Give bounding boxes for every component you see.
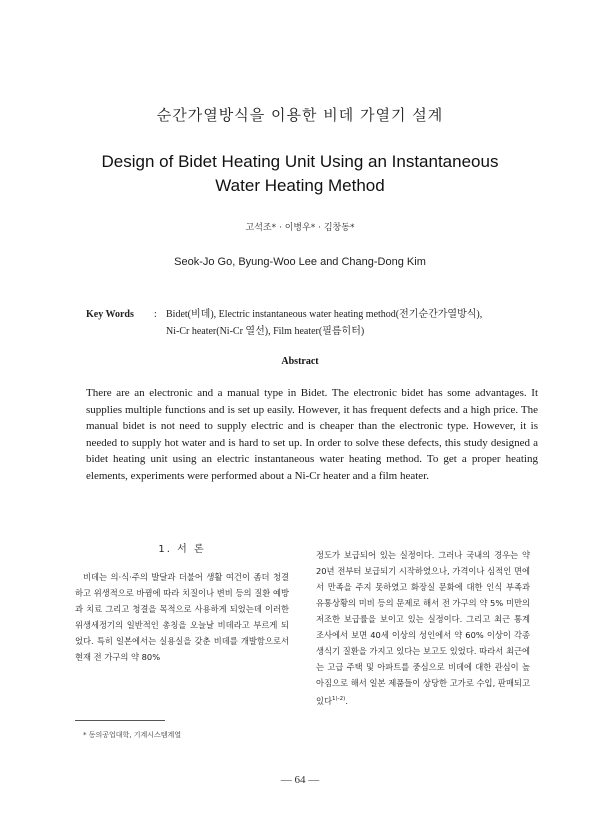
citation-reference: 1)-2)	[332, 696, 346, 702]
abstract-heading: Abstract	[281, 356, 319, 367]
abstract-text: There are an electronic and a manual type in Bidet. The electronic bidet has some advantages. It supplies multiple functions and is set up easily. However, it has frequent defects and a high price. The manual bidet is not need to supply electric and is cheaper than the electronic type. However, it is needed to supply hot water and is hard to set up. In order to solve these defects, this study designed a bidet heating unit using an electric instantaneous water heating method. To get a proper heating elements, experiments were performed about a Ni-Cr heater and a film heater.	[86, 387, 538, 482]
authors-english: Seok-Jo Go, Byung-Woo Lee and Chang-Dong Kim	[174, 256, 426, 268]
title-english	[0, 150, 600, 198]
keywords-line-2: Ni-Cr heater(Ni-Cr 열선), Film heater(필름히터)	[166, 326, 365, 337]
right-column	[316, 547, 530, 709]
introduction-text-right-body: 정도가 보급되어 있는 실정이다. 그러나 국내의 경우는 약 20년 전부터 보급되기 시작하였으나, 가격이나 심적인 면에서 만족을 주지 못하였고 화장실 문화에 대한 인식 부족과 유통상황의 미비 등의 문제로 해서 전 가구의 약 5% 미만의 저조한 보급률을 보이고 있는 실정이다. 그리고 최근 통계 조사에서 보면 40세 이상의 성인에서 약 60% 이상이 각종 생식기 질환을 가지고 있다는 보고도 있었다. 따라서 최근에는 고급 주택 및 아파트를 중심으로 비데에 대한 관심이 높아짐으로 해서 일본 제품들이 상당한 고가로 수입, 판매되고 있다	[316, 550, 530, 706]
left-column	[75, 540, 289, 665]
page-number: — 64 —	[280, 774, 320, 786]
introduction-text-left: 비데는 의·식·주의 발달과 더불어 생활 여건이 좀더 청결하고 위생적으로 바뀜에 따라 치질이나 변비 등의 질환 예방과 치료 그리고 청결을 목적으로 사용하게 되었는데 이러한 위생세정기의 일반적인 총칭을 오늘날 비데라고 부르게 되었다. 특히 일본에서는 실용실을 갖춘 비데를 개발함으로서 현재 전 가구의 약 80%	[75, 572, 289, 662]
title-korean: 순간가열방식을 이용한 비데 가열기 설계	[156, 106, 444, 124]
keywords-label: Key Words	[86, 309, 134, 320]
keywords-line-1: Bidet(비데), Electric instantaneous water heating method(전기순간가열방식),	[166, 309, 483, 320]
section-heading-introduction: 1. 서 론	[158, 544, 206, 555]
authors-korean: 고석조* · 이병우* · 김창동*	[245, 223, 355, 233]
introduction-text-right-end: .	[345, 695, 348, 706]
introduction-text-right	[316, 547, 530, 709]
title-english-line-2: Water Heating Method	[215, 176, 385, 195]
footnote-affiliation: * 동의공업대학, 기계시스템계열	[83, 731, 182, 739]
keywords-list	[166, 306, 546, 340]
title-english-line-1: Design of Bidet Heating Unit Using an Instantaneous	[101, 152, 499, 171]
keywords-separator: :	[154, 309, 157, 320]
footnote-divider	[75, 720, 165, 721]
